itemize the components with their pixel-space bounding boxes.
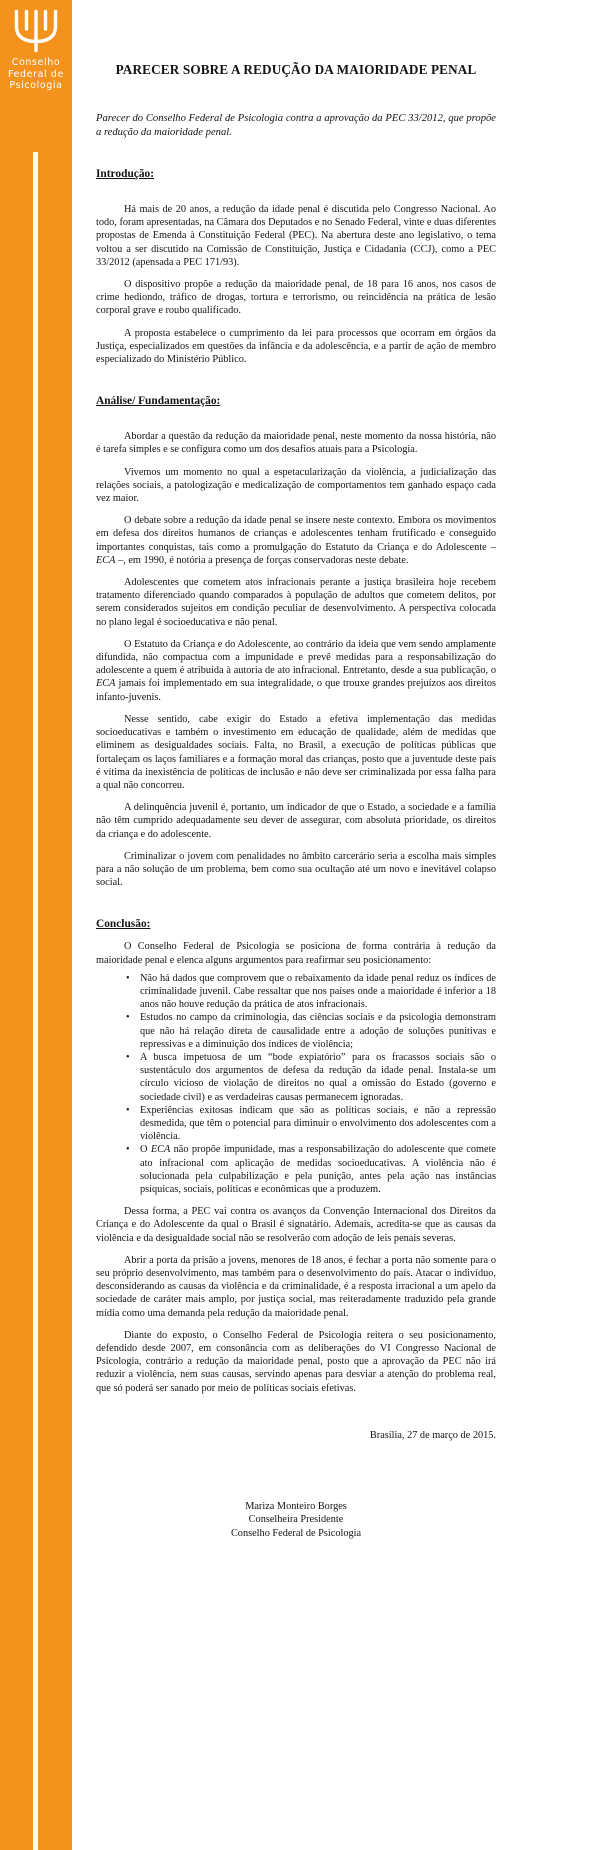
section-heading-conclusao [96, 889, 496, 931]
logo-wordmark [0, 57, 72, 92]
paragraph: O dispositivo propõe a redução da maioridade penal, de 18 para 16 anos, nos casos de crime hediondo, tráfico de drogas, tortura e terrorismo, ou reincidência na prática de lesão corporal grave e roubo qualificado. [96, 279, 496, 317]
bullet-icon: • [126, 1104, 130, 1116]
signatory-name: Mariza Monteiro Borges [245, 1501, 347, 1513]
section-heading-introducao [96, 139, 496, 181]
logo-block [0, 0, 72, 152]
paragraph: Abrir a porta da prisão a jovens, menores de 18 anos, é fechar a porta não somente para o seu próprio desenvolvimento, mas também para o desenvolvimento do país. Atacar o indivíduo, desconsiderando as causas da violência e da criminalidade, é a resposta irracional a um apelo da sociedade de caráter mais amplo, por justiça social, mas reiteradamente traduzido pela grande mídia como uma demanda pela redução da maioridade penal. [96, 1254, 496, 1319]
document-epigraph: Parecer do Conselho Federal de Psicologia contra a aprovação da PEC 33/2012, que propõe a redução da maioridade penal. [96, 113, 496, 138]
list-item-text: Experiências exitosas indicam que são as políticas sociais, e não a repressão desmedida, que têm o potencial para diminuir o envolvimento dos adolescentes com a violência. [140, 1104, 496, 1143]
paragraph: A proposta estabelece o cumprimento da lei para processos que ocorram em órgãos da Justiça, especializados em questões da infância e da adolescência, e a partir de ação de membro especializado do Ministério Público. [96, 327, 496, 366]
section-heading-introducao-label: Introdução: [96, 168, 155, 180]
paragraph: Adolescentes que cometem atos infracionais perante a justiça brasileira hoje recebem tratamento diferenciado quando comparados à população de adultos que cometem delitos, por serem considerados sujeitos em condição peculiar de desenvolvimento. A perspectiva colocada no plano legal é socioeducativa e não penal. [96, 577, 496, 628]
list-item-text: não propõe impunidade, mas a responsabilização do adolescente que comete ato infracional com aplicação de medidas socioeducativas. A violência não é solucionada pela culpabilização e pela punição, antes pela ação nas instâncias psíquicas, sociais, políticas e econômicas que a produzem. [140, 1144, 497, 1195]
place-and-date: Brasília, 27 de março de 2015. [369, 1429, 496, 1441]
list-item [96, 1104, 496, 1144]
paragraph: Criminalizar o jovem com penalidades no âmbito carcerário seria a escolha mais simples para a não solução de um problema, bem como sua ocultação até um novo e inevitável colapso social. [96, 850, 496, 889]
paragraph-conclusion-lead: O Conselho Federal de Psicologia se posiciona de forma contrária à redução da maioridade penal e elenca alguns argumentos para reafirmar seu posicionamento: [96, 941, 496, 966]
paragraph: Abordar a questão da redução da maioridade penal, neste momento da nossa história, não é tarefa simples e se configura como um dos desafios atuais para a Psicologia. [96, 431, 496, 456]
list-item [96, 1051, 496, 1104]
paragraph: Nesse sentido, cabe exigir do Estado a efetiva implementação das medidas socioeducativas e também o investimento em educação de qualidade, além de medidas que eliminem as desigualdades sociais. Falta, no Brasil, a execução de políticas públicas que fortaleçam os laços familiares e a formação moral das crianças, posto que a juventude deste país é vítima da inexistência de políticas de inclusão e não deve ser criminalizada por essa falha para a qual não concorreu. [96, 713, 496, 791]
section-heading-analise-label: Análise/ Fundamentação: [96, 395, 221, 408]
psi-symbol-icon [9, 9, 63, 53]
signatory-organization: Conselho Federal de Psicologia [230, 1527, 362, 1539]
signature-block [96, 1442, 496, 1540]
logo-line-2: Federal de [8, 68, 64, 80]
list-item-eca [96, 1143, 496, 1196]
paragraph-text: jamais foi implementado em sua integralidade, o que trouxe grandes prejuízos aos direitos infanto-juvenis. [96, 678, 496, 703]
sidebar-band-inner [38, 0, 72, 1850]
paragraph: A delinquência juvenil é, portanto, um indicador de que o Estado, a sociedade e a família não têm cumprido adequadamente seu dever de assegurar, com absoluta prioridade, os direitos da criança e do adolescente. [96, 802, 496, 840]
term-eca: ECA [96, 554, 116, 566]
bullet-icon: • [126, 972, 130, 984]
paragraph-eca [96, 629, 496, 704]
list-item-text: Não há dados que comprovem que o rebaixamento da idade penal reduz os índices de criminalidade juvenil. Cabe ressaltar que nos países onde a maioridade é inferior a 18 anos não houve redução da prática de atos infracionais. [140, 972, 496, 1011]
list-item-text: Estudos no campo da criminologia, das ciências sociais e da psicologia demonstram que não há relação direta de causalidade entre a adoção de soluções punitivas e repressivas e a diminuição dos índices de violência; [140, 1012, 496, 1050]
list-item [96, 972, 496, 1012]
sidebar-band-outer [0, 0, 33, 1850]
list-item [96, 1011, 496, 1051]
logo-line-1: Conselho [11, 57, 61, 68]
logo-line-3: Psicologia [9, 80, 63, 91]
brand-sidebar [0, 0, 72, 1850]
paragraph: Dessa forma, a PEC vai contra os avanços da Convenção Internacional dos Direitos da Criança e do Adolescente da qual o Brasil é signatário. Ademais, acredita-se que as causas da violência e da desigualdade social não se resolverão com adoção de leis penais severas. [96, 1206, 496, 1244]
section-heading-analise [96, 366, 496, 408]
paragraph: Há mais de 20 anos, a redução da idade penal é discutida pelo Congresso Nacional. Ao todo, foram apresentadas, na Câmara dos Deputados e no Senado Federal, vinte e duas diferentes propostas de Emenda à Constituição Federal (PEC). Na abertura deste ano legislativo, o tema voltou a ser discutido na Comissão de Constituição, Justiça e Cidadania (CCJ), como a PEC 33/2012 (apensada a PEC 171/93). [96, 204, 497, 268]
term-eca: ECA [96, 678, 116, 690]
document-body [96, 0, 496, 1540]
section-heading-conclusao-label: Conclusão: [96, 918, 151, 931]
bullet-icon: • [126, 1144, 130, 1156]
paragraph-text: O Estatuto da Criança e do Adolescente, ao contrário da ideia que vem sendo amplamente difundida, não compactua com a impunidade e prevê medidas para a responsabilização do adolescente a quem é atribuída à autoria de ato infracional. Entretanto, desde a sua publicação, o [96, 638, 496, 677]
page-title: PARECER SOBRE A REDUÇÃO DA MAIORIDADE PENAL [115, 62, 477, 77]
bullet-icon: • [126, 1012, 130, 1024]
term-eca: ECA [150, 1144, 171, 1156]
paragraph: Vivemos um momento no qual a espetacularização da violência, a judicialização das relações sociais, a patologização e medicalização de comportamentos tem ganhado espaço cada vez maior. [96, 466, 496, 505]
bullet-icon: • [126, 1051, 130, 1063]
list-item-text: O [140, 1144, 151, 1156]
paragraph-text: O debate sobre a redução da idade penal se insere neste contexto. Embora os movimentos em defesa dos direitos humanos de crianças e adolescentes tenham frutificado e conseguido importantes conquistas, tais como a promulgação do Estatuto da Criança e do Adolescente – [96, 515, 496, 553]
argument-list [96, 967, 496, 1196]
paragraph-debate [96, 505, 496, 567]
paragraph: Diante do exposto, o Conselho Federal de Psicologia reitera o seu posicionamento, defendido desde 2007, em consonância com as deliberações do VI Congresso Nacional de Psicologia, contrário a redução da maioridade penal, posto que a aprovação da PEC não irá reduzir a violência, nem suas causas, servindo apenas para desviar a atenção do problema real, que só poderá ser sanado por meio de políticas sociais efetivas. [96, 1329, 496, 1394]
paragraph-text: –, em 1990, é notória a presença de forças conservadoras neste debate. [115, 554, 409, 566]
list-item-text: A busca impetuosa de um “bode expiatório” para os fracassos sociais são o sustentáculo dos argumentos de defesa da redução da idade penal. Instala-se um círculo vicioso de violação de direitos no qual a omissão do Estado (governo e sociedade civil) e as verdadeiras causas permanecem ignoradas. [140, 1051, 496, 1103]
signatory-role: Conselheira Presidente [248, 1514, 344, 1526]
